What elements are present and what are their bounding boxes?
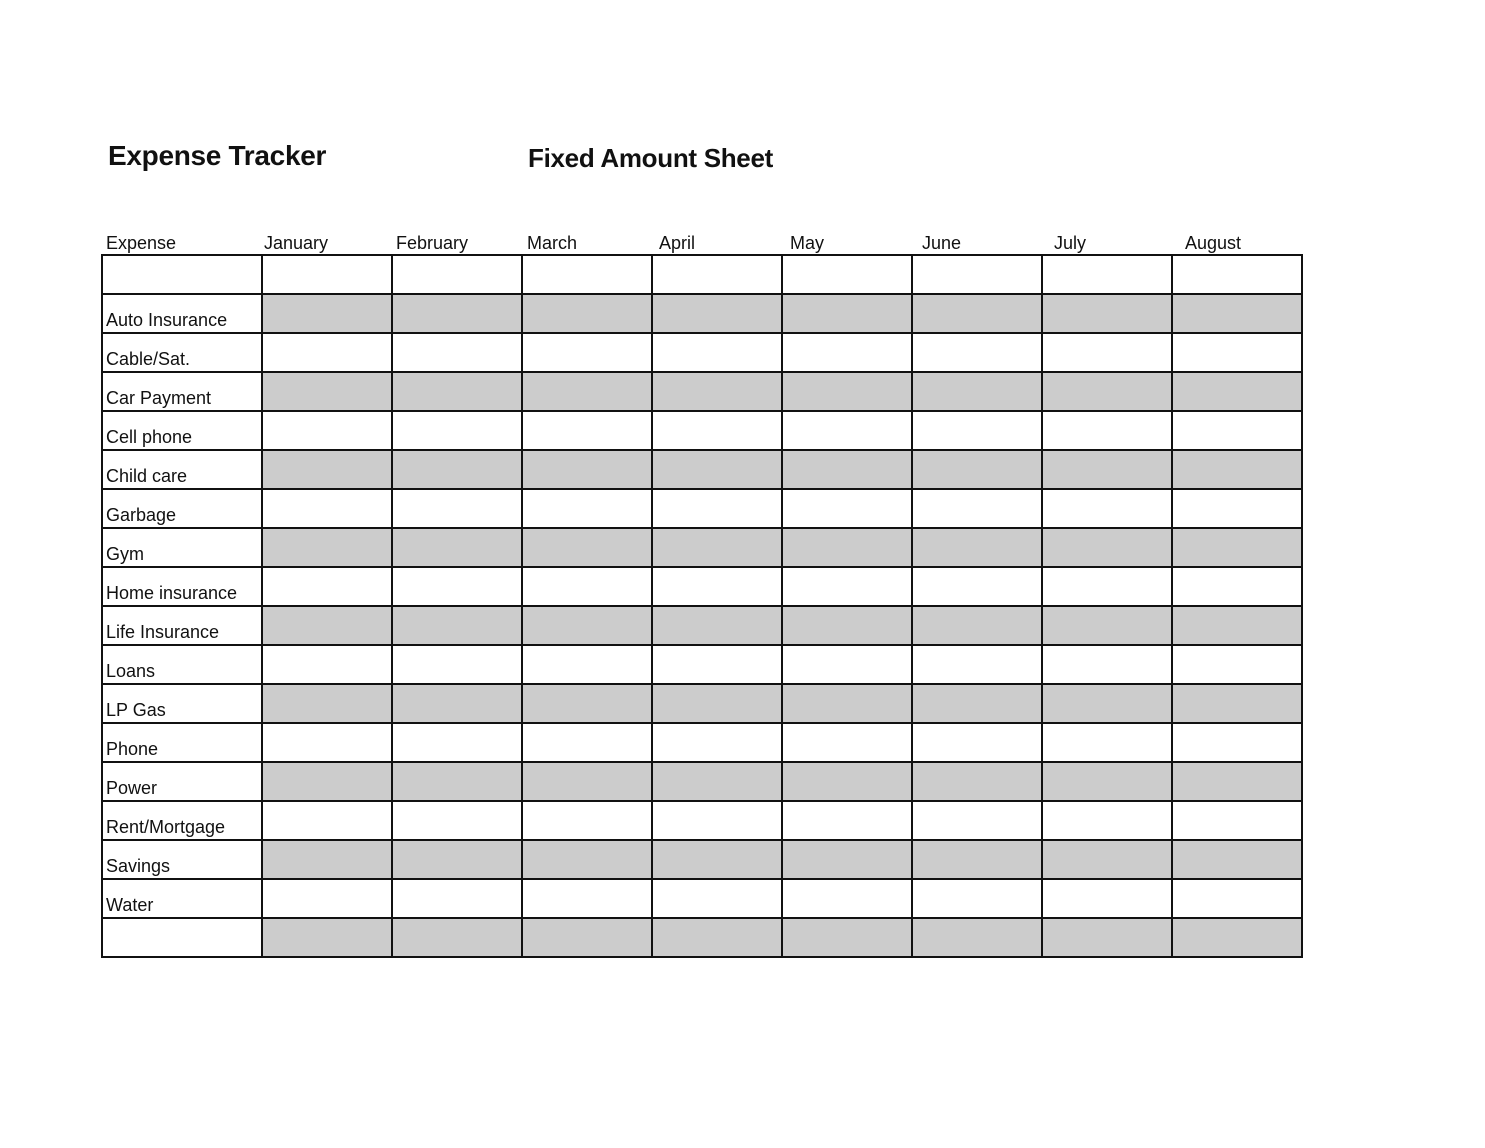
expense-label-cell[interactable]: Life Insurance [102,606,262,645]
table-row [102,450,1302,489]
amount-cell-march[interactable] [522,489,652,528]
amount-cell-june[interactable] [912,333,1042,372]
header-may: May [790,233,825,253]
amount-cell-may[interactable] [782,372,912,411]
amount-cell-august[interactable] [1172,567,1302,606]
amount-cell-january[interactable] [262,294,392,333]
amount-cell-january[interactable] [262,879,392,918]
expense-label-cell[interactable]: LP Gas [102,684,262,723]
amount-cell-january[interactable] [262,918,392,957]
expense-label-cell[interactable] [102,918,262,957]
amount-cell-july[interactable] [1042,372,1172,411]
amount-cell-march[interactable] [522,294,652,333]
amount-cell-august[interactable] [1172,723,1302,762]
amount-cell-february[interactable] [392,606,522,645]
table-row [102,684,1302,723]
amount-cell-august[interactable] [1172,684,1302,723]
amount-cell-march[interactable] [522,411,652,450]
amount-cell-july[interactable] [1042,762,1172,801]
amount-cell-may[interactable] [782,567,912,606]
amount-cell-january[interactable] [262,840,392,879]
expense-label-cell[interactable]: Child care [102,450,262,489]
amount-cell-april[interactable] [652,723,782,762]
amount-cell-march[interactable] [522,840,652,879]
expense-label-cell[interactable]: Power [102,762,262,801]
amount-cell-july[interactable] [1042,567,1172,606]
header-march: March [527,233,578,253]
table-row [102,645,1302,684]
amount-cell-may[interactable] [782,255,912,294]
amount-cell-january[interactable] [262,684,392,723]
amount-cell-february[interactable] [392,918,522,957]
amount-cell-august[interactable] [1172,879,1302,918]
expense-label-cell[interactable]: Gym [102,528,262,567]
amount-cell-april[interactable] [652,762,782,801]
header-february: February [396,233,469,253]
amount-cell-january[interactable] [262,762,392,801]
table-row [102,567,1302,606]
amount-cell-january[interactable] [262,333,392,372]
amount-cell-march[interactable] [522,762,652,801]
amount-cell-july[interactable] [1042,333,1172,372]
table-row [102,606,1302,645]
amount-cell-may[interactable] [782,606,912,645]
amount-cell-august[interactable] [1172,411,1302,450]
amount-cell-may[interactable] [782,333,912,372]
amount-cell-may[interactable] [782,801,912,840]
amount-cell-august[interactable] [1172,255,1302,294]
table-row [102,489,1302,528]
amount-cell-february[interactable] [392,762,522,801]
amount-cell-april[interactable] [652,489,782,528]
page-title: Expense Tracker [108,140,327,171]
expense-label-cell[interactable]: Rent/Mortgage [102,801,262,840]
amount-cell-january[interactable] [262,450,392,489]
expense-label-cell[interactable]: Loans [102,645,262,684]
amount-cell-january[interactable] [262,645,392,684]
amount-cell-august[interactable] [1172,294,1302,333]
amount-cell-july[interactable] [1042,723,1172,762]
amount-cell-march[interactable] [522,723,652,762]
amount-cell-may[interactable] [782,918,912,957]
table-row [102,528,1302,567]
amount-cell-june[interactable] [912,411,1042,450]
amount-cell-may[interactable] [782,879,912,918]
amount-cell-august[interactable] [1172,645,1302,684]
amount-cell-january[interactable] [262,801,392,840]
amount-cell-january[interactable] [262,606,392,645]
amount-cell-may[interactable] [782,762,912,801]
amount-cell-february[interactable] [392,411,522,450]
amount-cell-march[interactable] [522,801,652,840]
amount-cell-july[interactable] [1042,411,1172,450]
amount-cell-march[interactable] [522,372,652,411]
amount-cell-april[interactable] [652,294,782,333]
table-row [102,294,1302,333]
amount-cell-may[interactable] [782,528,912,567]
table-row [102,801,1302,840]
amount-cell-june[interactable] [912,879,1042,918]
amount-cell-june[interactable] [912,840,1042,879]
amount-cell-may[interactable] [782,450,912,489]
header-expense: Expense [106,233,177,253]
amount-cell-january[interactable] [262,489,392,528]
amount-cell-april[interactable] [652,372,782,411]
amount-cell-february[interactable] [392,372,522,411]
amount-cell-june[interactable] [912,255,1042,294]
amount-cell-july[interactable] [1042,918,1172,957]
table-row [102,411,1302,450]
amount-cell-january[interactable] [262,411,392,450]
amount-cell-may[interactable] [782,840,912,879]
amount-cell-february[interactable] [392,294,522,333]
amount-cell-april[interactable] [652,255,782,294]
amount-cell-february[interactable] [392,450,522,489]
amount-cell-february[interactable] [392,333,522,372]
amount-cell-january[interactable] [262,723,392,762]
amount-cell-july[interactable] [1042,450,1172,489]
amount-cell-january[interactable] [262,372,392,411]
amount-cell-february[interactable] [392,879,522,918]
amount-cell-february[interactable] [392,255,522,294]
expense-label-cell[interactable]: Garbage [102,489,262,528]
expense-label-cell[interactable]: Auto Insurance [102,294,262,333]
amount-cell-february[interactable] [392,489,522,528]
amount-cell-february[interactable] [392,528,522,567]
amount-cell-june[interactable] [912,606,1042,645]
amount-cell-may[interactable] [782,489,912,528]
table-row [102,372,1302,411]
amount-cell-may[interactable] [782,723,912,762]
amount-cell-february[interactable] [392,801,522,840]
table-row [102,723,1302,762]
amount-cell-august[interactable] [1172,528,1302,567]
amount-cell-july[interactable] [1042,684,1172,723]
expense-label-cell[interactable]: Home insurance [102,567,262,606]
amount-cell-may[interactable] [782,645,912,684]
amount-cell-july[interactable] [1042,879,1172,918]
amount-cell-march[interactable] [522,684,652,723]
amount-cell-august[interactable] [1172,333,1302,372]
amount-cell-april[interactable] [652,567,782,606]
expense-label-cell[interactable]: Water [102,879,262,918]
amount-cell-may[interactable] [782,684,912,723]
amount-cell-may[interactable] [782,294,912,333]
header-june: June [922,233,962,253]
amount-cell-march[interactable] [522,879,652,918]
amount-cell-june[interactable] [912,567,1042,606]
amount-cell-april[interactable] [652,684,782,723]
sheet-subtitle: Fixed Amount Sheet [528,143,773,173]
amount-cell-august[interactable] [1172,450,1302,489]
amount-cell-april[interactable] [652,528,782,567]
expense-label-cell[interactable]: Cable/Sat. [102,333,262,372]
expense-table [101,254,1303,958]
amount-cell-june[interactable] [912,528,1042,567]
amount-cell-june[interactable] [912,372,1042,411]
amount-cell-july[interactable] [1042,489,1172,528]
amount-cell-july[interactable] [1042,645,1172,684]
amount-cell-april[interactable] [652,333,782,372]
amount-cell-july[interactable] [1042,528,1172,567]
table-row [102,918,1302,957]
amount-cell-april[interactable] [652,801,782,840]
amount-cell-june[interactable] [912,489,1042,528]
amount-cell-june[interactable] [912,918,1042,957]
amount-cell-july[interactable] [1042,840,1172,879]
header-august: August [1185,233,1242,253]
amount-cell-march[interactable] [522,567,652,606]
table-row [102,255,1302,294]
amount-cell-june[interactable] [912,762,1042,801]
amount-cell-june[interactable] [912,450,1042,489]
amount-cell-june[interactable] [912,723,1042,762]
amount-cell-february[interactable] [392,645,522,684]
amount-cell-august[interactable] [1172,606,1302,645]
amount-cell-april[interactable] [652,450,782,489]
table-row [102,333,1302,372]
amount-cell-april[interactable] [652,606,782,645]
amount-cell-april[interactable] [652,918,782,957]
expense-label-cell[interactable]: Car Payment [102,372,262,411]
table-row [102,840,1302,879]
amount-cell-july[interactable] [1042,255,1172,294]
amount-cell-march[interactable] [522,528,652,567]
amount-cell-february[interactable] [392,840,522,879]
expense-label-cell[interactable]: Phone [102,723,262,762]
header-july: July [1054,233,1087,253]
expense-label-cell[interactable]: Cell phone [102,411,262,450]
table-row [102,762,1302,801]
amount-cell-april[interactable] [652,879,782,918]
amount-cell-april[interactable] [652,645,782,684]
amount-cell-may[interactable] [782,411,912,450]
amount-cell-august[interactable] [1172,840,1302,879]
amount-cell-january[interactable] [262,255,392,294]
table-row [102,879,1302,918]
expense-label-cell[interactable]: Savings [102,840,262,879]
amount-cell-march[interactable] [522,333,652,372]
amount-cell-february[interactable] [392,723,522,762]
amount-cell-august[interactable] [1172,372,1302,411]
amount-cell-march[interactable] [522,450,652,489]
amount-cell-march[interactable] [522,606,652,645]
amount-cell-june[interactable] [912,801,1042,840]
amount-cell-march[interactable] [522,918,652,957]
amount-cell-january[interactable] [262,567,392,606]
amount-cell-april[interactable] [652,411,782,450]
amount-cell-august[interactable] [1172,489,1302,528]
amount-cell-august[interactable] [1172,762,1302,801]
amount-cell-april[interactable] [652,840,782,879]
header-april: April [659,233,696,253]
amount-cell-february[interactable] [392,684,522,723]
amount-cell-august[interactable] [1172,918,1302,957]
amount-cell-january[interactable] [262,528,392,567]
header-january: January [264,233,329,253]
amount-cell-june[interactable] [912,645,1042,684]
amount-cell-june[interactable] [912,294,1042,333]
amount-cell-march[interactable] [522,255,652,294]
amount-cell-july[interactable] [1042,606,1172,645]
expense-label-cell[interactable] [102,255,262,294]
amount-cell-july[interactable] [1042,294,1172,333]
amount-cell-february[interactable] [392,567,522,606]
amount-cell-march[interactable] [522,645,652,684]
amount-cell-june[interactable] [912,684,1042,723]
amount-cell-august[interactable] [1172,801,1302,840]
amount-cell-july[interactable] [1042,801,1172,840]
